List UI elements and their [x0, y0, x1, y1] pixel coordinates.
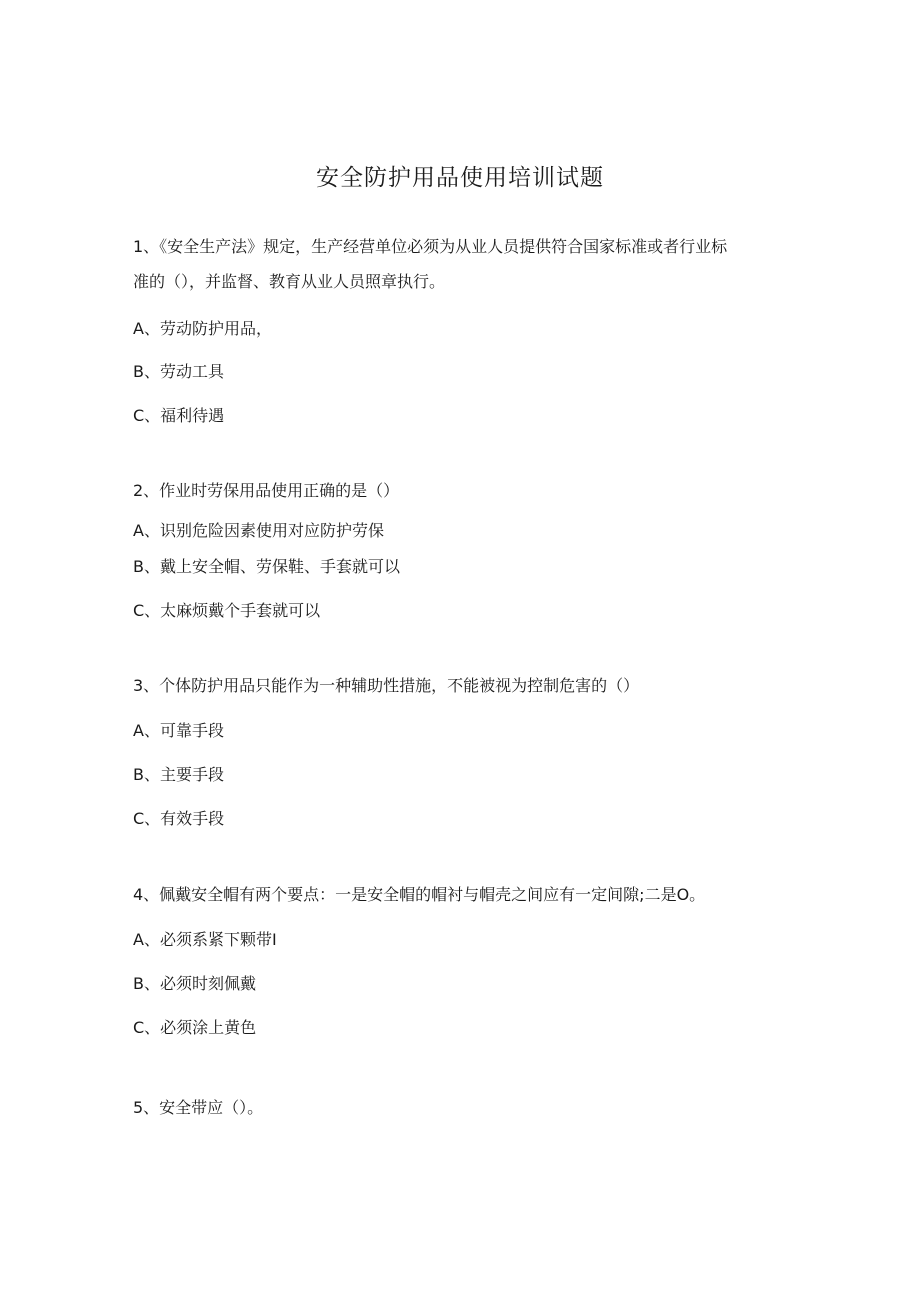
question-1-stem-line-1: 1、《安全生产法》规定，生产经营单位必须为从业人员提供符合国家标准或者行业标: [133, 237, 728, 256]
question-3-option-b: B、主要手段: [133, 765, 224, 784]
question-1-option-c: C、福利待遇: [133, 406, 225, 425]
question-2-option-a: A、识别危险因素使用对应防护劳保: [133, 521, 384, 540]
page-title: 安全防护用品使用培训试题: [316, 165, 604, 191]
question-2-option-c: C、太麻烦戴个手套就可以: [133, 601, 321, 620]
question-4-stem: 4、佩戴安全帽有两个要点：一是安全帽的帽衬与帽壳之间应有一定间隙;二是O。: [133, 885, 706, 904]
question-1-option-a: A、劳动防护用品，: [133, 319, 272, 338]
question-4-option-c: C、必须涂上黄色: [133, 1018, 257, 1037]
question-2-option-b: B、戴上安全帽、劳保鞋、手套就可以: [133, 557, 400, 576]
question-2-stem: 2、作业时劳保用品使用正确的是（）: [133, 481, 400, 500]
question-1-option-b: B、劳动工具: [133, 362, 224, 381]
question-5-stem: 5、安全带应（）。: [133, 1098, 264, 1117]
question-3-option-a: A、可靠手段: [133, 721, 224, 740]
question-4-option-a: A、必须系紧下颗带I: [133, 930, 277, 949]
question-3-stem: 3、个体防护用品只能作为一种辅助性措施，不能被视为控制危害的（）: [133, 676, 640, 695]
question-1-stem-line-2: 准的（），并监督、教育从业人员照章执行。: [133, 272, 446, 291]
question-4-option-b: B、必须时刻佩戴: [133, 974, 256, 993]
question-3-option-c: C、有效手段: [133, 809, 225, 828]
